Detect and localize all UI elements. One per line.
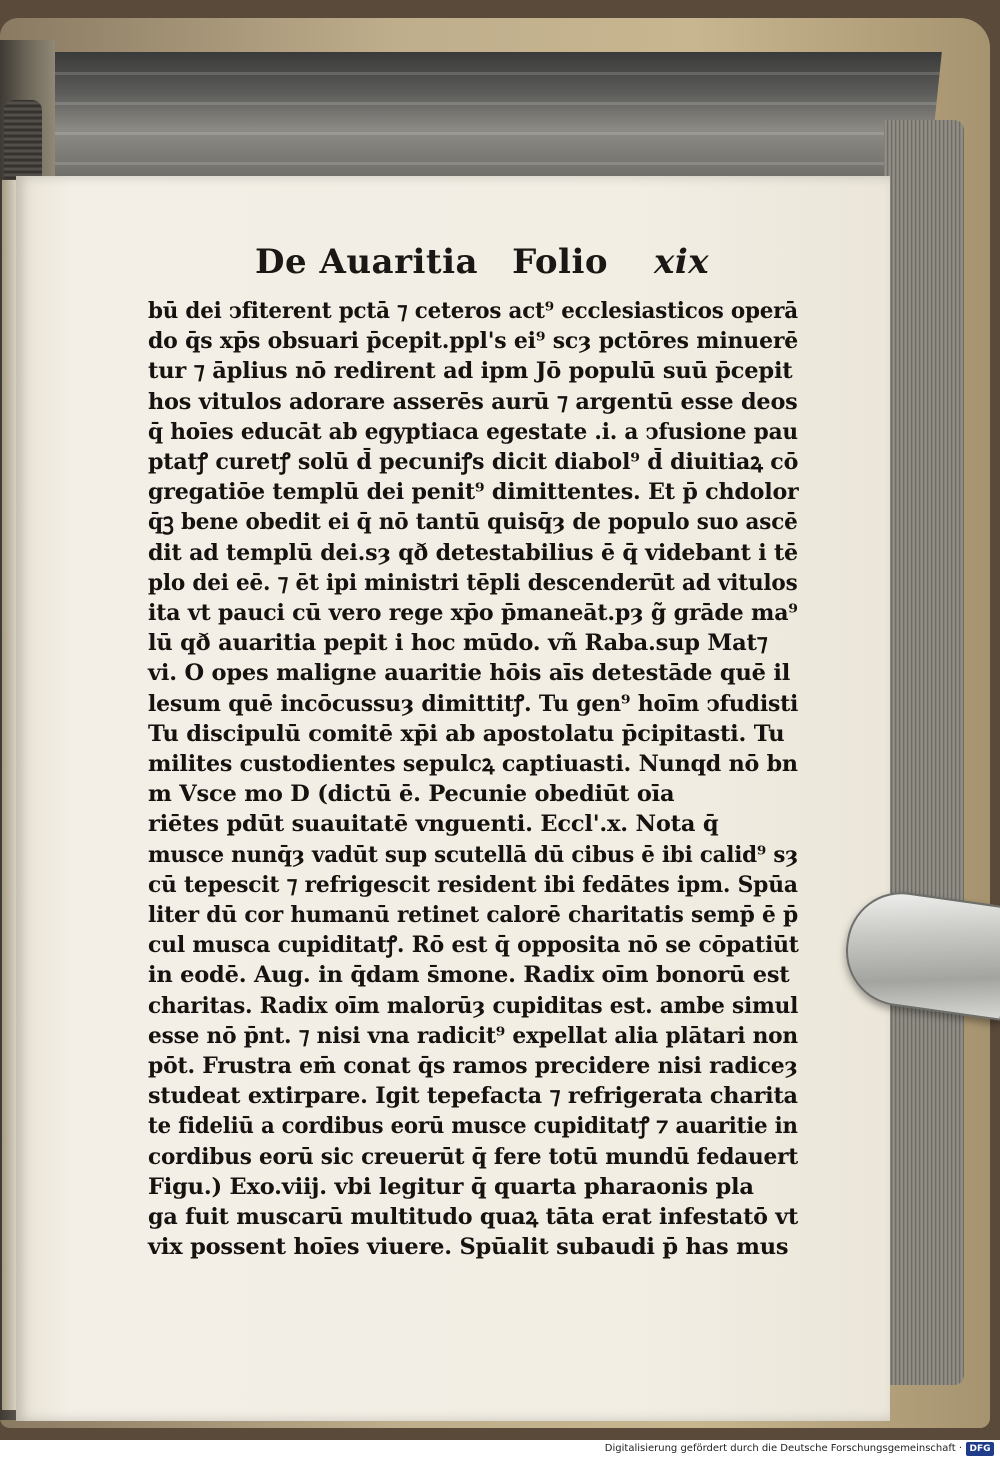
text-line: in eodē. Aug. in q̄dam s̄mone. Radix oīm bonorū est: [148, 962, 790, 989]
text-line: riētes pdūt suauitatē vnguenti. Eccl'.x. Nota q̄: [148, 811, 719, 838]
page-edges-right: [884, 120, 964, 1385]
running-head: [255, 242, 725, 290]
running-head-title: De Auaritia: [255, 242, 479, 282]
text-line: charitas. Radix oīm malorūȝ cupiditas est. ambe simul: [148, 992, 799, 1019]
page-edges-top: [33, 52, 942, 182]
text-line: q̄ hoīes educāt ab egyptiaca egestate .i. a ↄfusione pau: [148, 418, 798, 445]
text-line: cul musca cupiditatꝭ. Rō est q̄ opposita nō se cōpatiūt: [148, 932, 799, 959]
text-line: vi. O opes maligne auaritie hōis aīs detestāde quē il: [148, 660, 791, 687]
text-line: studeat extirpare. Igit tepefacta ⁊ refrigerata charita: [148, 1083, 798, 1110]
text-line: do q̄s xp̄s obsuari p̄cepit.ppl's ei⁹ scȝ pctōres minuerē: [148, 328, 799, 355]
text-line: q̄ꝫ bene obedit ei q̄ nō tantū quisq̄ȝ de populo suo ascē: [148, 509, 798, 536]
text-line: Tu discipulū comitē xp̄i ab apostolatu p̄cipitasti. Tu: [148, 720, 785, 747]
text-line: ptatꝭ curetꝭ solū d̄ pecuniꝭs dicit diabol⁹ d̄ diuitiaꝝ cō: [148, 449, 799, 475]
folio-number: xix: [654, 242, 710, 282]
footer: [0, 1440, 1000, 1459]
text-line: plo dei eē. ⁊ ēt ipi ministri tēpli descenderūt ad vitulos: [148, 569, 798, 596]
text-line: pōt. Frustra em̄ conat q̄s ramos precidere nisi radiceȝ: [148, 1053, 798, 1079]
text-line: vix possent hoīes viuere. Spūalit subaudi p̄ has mus: [148, 1234, 789, 1261]
text-line: lesum quē incōcussuȝ dimittitꝭ. Tu gen⁹ hoīm ↄfudisti: [148, 690, 799, 717]
text-line: lū qð auaritia pepit i hoc mūdo. vñ Raba.sup Mat⁊: [148, 630, 768, 657]
dfg-logo: DFG: [966, 1442, 994, 1456]
text-line: milites custodientes sepulcꝝ captiuasti. Nunqd nō bn: [148, 751, 798, 777]
text-line: Figu.) Exo.viij. vbi legitur q̄ quarta pharaonis pla: [148, 1173, 754, 1200]
text-line: tur ⁊ āplius nō redirent ad ipm Jō populū suū p̄cepit: [148, 358, 793, 385]
text-line: ita vt pauci cū vero rege xp̄o p̄maneāt.pȝ g̃ grāde ma⁹: [148, 600, 798, 626]
text-line: liter dū cor humanū retinet calorē charitatis semp̄ ē p̄: [148, 902, 799, 928]
text-line: hos vitulos adorare asserēs aurū ⁊ argentū esse deos: [148, 388, 798, 415]
text-line: musce nunq̄ȝ vadūt sup scutellā dū cibus ē ibi calid⁹ sȝ: [148, 841, 798, 868]
text-line: ga fuit muscarū multitudo quaꝝ tāta erat infestatō vt: [148, 1204, 799, 1230]
text-line: esse nō p̄nt. ⁊ nisi vna radicit⁹ expellat alia plātari non: [148, 1022, 798, 1049]
text-line: dit ad templū dei.sȝ qð detestabilius ē q̄ videbant i tē: [148, 539, 798, 566]
running-head-folio-word: Folio: [512, 242, 609, 282]
text-line: cū tepescit ⁊ refrigescit resident ibi fedātes ipm. Spūa: [148, 871, 798, 898]
text-line: cordibus eorū sic creuerūt q̄ fere totū mundū fedauert: [148, 1143, 799, 1170]
text-line: bū dei ↄfiterent pctā ⁊ ceteros act⁹ ecclesiasticos operā: [148, 298, 798, 324]
body-text: [148, 296, 799, 1261]
funding-notice: Digitalisierung gefördert durch die Deutsche Forschungsgemeinschaft ·: [604, 1443, 962, 1454]
text-line: te fideliū a cordibus eorū musce cupiditatꝭ ⁊ auaritie in: [148, 1113, 798, 1140]
text-line: m Vsce mo D (dictū ē. Pecunie obediūt oīa: [148, 781, 675, 808]
text-line: gregatiōe templū dei penit⁹ dimittentes. Et p̄ chdolor: [148, 479, 799, 506]
